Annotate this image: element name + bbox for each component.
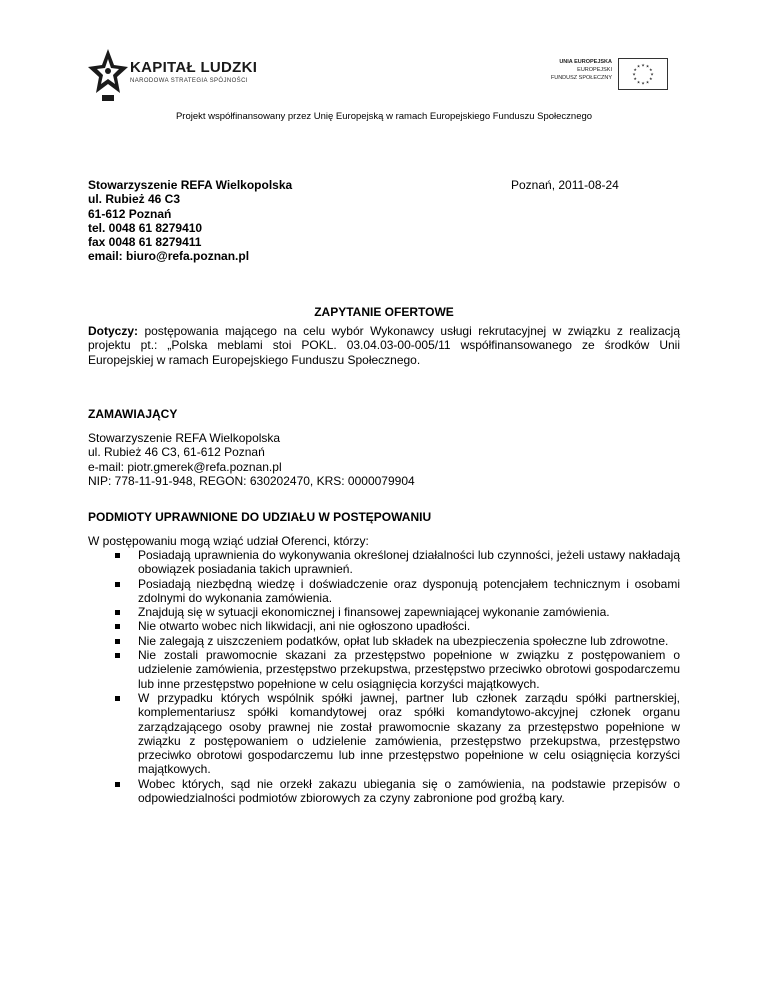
kapital-ludzki-title: KAPITAŁ LUDZKI — [130, 59, 258, 76]
sender-email: email: biuro@refa.poznan.pl — [88, 249, 250, 264]
list-item — [88, 548, 680, 577]
zamawiajacy-ids: NIP: 778-11-91-948, REGON: 630202470, KRS: 0000079904 — [88, 473, 415, 488]
eu-logo — [538, 58, 668, 92]
list-item — [88, 577, 680, 606]
eu-star-icon: ★ — [636, 63, 641, 69]
list-item-text: W przypadku których wspólnik spółki jawnej, partner lub członek zarządu spółki partnerskiej, komplementariusz spółki komandytowej oraz spółki komandytowo-akcyjnej członek organu zarządzającego osoby prawnej nie został prawomocnie skazany za przestępstwo popełnione w związku z postępowaniem o udzielenie zamówienia, przestępstwo przekupstwa, przestępstwo przeciwko obrotowi gospodarczemu lub inne przestępstwo popełnione w celu osiągnięcia korzyści majątkowych. — [138, 690, 680, 777]
eu-star-icon: ★ — [641, 62, 645, 68]
sender-tel: tel. 0048 61 8279410 — [88, 220, 203, 235]
sender-block — [88, 178, 292, 264]
eu-star-icon: ★ — [650, 71, 654, 77]
eu-star-icon: ★ — [633, 76, 637, 81]
list-item-text: Nie zalegają z uiszczeniem podatków, opłat lub składek na ubezpieczenia społeczne lub zdrowotne. — [138, 633, 669, 648]
sender-street: ul. Rubież 46 C3 — [88, 192, 181, 207]
sender-name: Stowarzyszenie REFA Wielkopolska — [88, 178, 293, 192]
bullet-icon — [115, 553, 120, 558]
list-item-text: Posiadają niezbędną wiedzę i doświadczenie oraz dysponują potencjałem technicznym i osobami zdolnymi do wykonania zamówienia. — [138, 576, 680, 605]
list-item-text: Posiadają uprawnienia do wykonywania określonej działalności lub czynności, jeżeli ustawy nakładają obowiązek posiadania takich uprawnień. — [138, 548, 680, 577]
zamawiajacy-name: Stowarzyszenie REFA Wielkopolska — [88, 431, 281, 445]
subject-text: postępowania mającego na celu wybór Wykonawcy usługi rekrutacyjnej w związku z realizacją projektu pt.: „Polska meblami stoi POKL. 03.04.03-00-005/11 współfinansowanego ze środków Unii Europejskiej w ramach Europejskiego Funduszu Społecznego. — [88, 324, 680, 367]
bullet-icon — [115, 782, 120, 787]
eu-logo-line3: FUNDUSZ SPOŁECZNY — [550, 75, 612, 81]
requirements-list — [88, 548, 680, 805]
eu-star-icon: ★ — [649, 76, 653, 81]
list-item-text: Znajdują się w sytuacji ekonomicznej i finansowej zapewniającej wykonanie zamówienia. — [138, 605, 610, 620]
bullet-icon — [115, 582, 120, 587]
bullet-icon — [115, 624, 120, 629]
list-item-text: Nie otwarto wobec nich likwidacji, ani nie ogłoszono upadłości. — [138, 619, 471, 634]
list-item — [88, 691, 680, 777]
list-item — [88, 619, 680, 633]
sender-postal: 61-612 Poznań — [88, 206, 172, 221]
kapital-ludzki-logo — [88, 47, 268, 107]
place-date: Poznań, 2011-08-24 — [511, 178, 619, 192]
eu-star-icon: ★ — [641, 80, 645, 86]
list-item-text: Nie zostali prawomocnie skazani za przestępstwo popełnione w związku z postępowaniem o udzielenie zamówienia, przestępstwo przekupstwa, przestępstwo przeciwko obrotowi gospodarczemu lub inne przestępstwo popełnione w celu osiągnięcia korzyści majątkowych. — [138, 648, 680, 691]
eu-star-icon: ★ — [645, 79, 650, 85]
zamawiajacy-address: ul. Rubież 46 C3, 61-612 Poznań — [88, 445, 265, 460]
eu-flag-icon — [618, 58, 668, 90]
kapital-ludzki-subtitle: NARODOWA STRATEGIA SPÓJNOŚCI — [130, 78, 248, 84]
eu-star-icon: ★ — [645, 63, 650, 69]
project-cofinancing-line: Projekt współfinansowany przez Unię Europejską w ramach Europejskiego Funduszu Społecznego — [175, 111, 593, 122]
bullet-icon — [115, 653, 120, 658]
eu-star-icon: ★ — [649, 67, 653, 72]
list-item — [88, 634, 680, 648]
podmioty-intro: W postępowaniu mogą wziąć udział Oferenci, którzy: — [88, 534, 369, 548]
subject-paragraph — [88, 324, 680, 367]
subject-label: Dotyczy: — [88, 324, 139, 338]
podmioty-heading: PODMIOTY UPRAWNIONE DO UDZIAŁU W POSTĘPOWANIU — [88, 510, 432, 524]
bullet-icon — [115, 610, 120, 615]
eu-logo-line2: EUROPEJSKI — [577, 67, 612, 73]
list-item — [88, 648, 680, 691]
document-title: ZAPYTANIE OFERTOWE — [314, 305, 454, 319]
eu-star-icon: ★ — [632, 71, 636, 77]
sender-fax: fax 0048 61 8279411 — [88, 235, 202, 250]
list-item — [88, 777, 680, 806]
bullet-icon — [115, 696, 120, 701]
zamawiajacy-email: e-mail: piotr.gmerek@refa.poznan.pl — [88, 459, 282, 474]
eu-star-icon: ★ — [633, 67, 637, 72]
zamawiajacy-details — [88, 431, 680, 488]
eu-logo-line1: UNIA EUROPEJSKA — [559, 59, 612, 65]
list-item-text: Wobec których, sąd nie orzekł zakazu ubiegania się o zamówienia, na podstawie przepisów o odpowiedzialności podmiotów zbiorowych za czyny zabronione pod groźbą kary. — [138, 776, 680, 806]
eu-star-icon: ★ — [636, 79, 641, 85]
list-item — [88, 605, 680, 619]
zamawiajacy-heading: ZAMAWIAJĄCY — [88, 407, 178, 421]
bullet-icon — [115, 639, 120, 644]
kapital-ludzki-emblem-icon — [88, 47, 128, 103]
eu-logo-text — [551, 58, 612, 82]
